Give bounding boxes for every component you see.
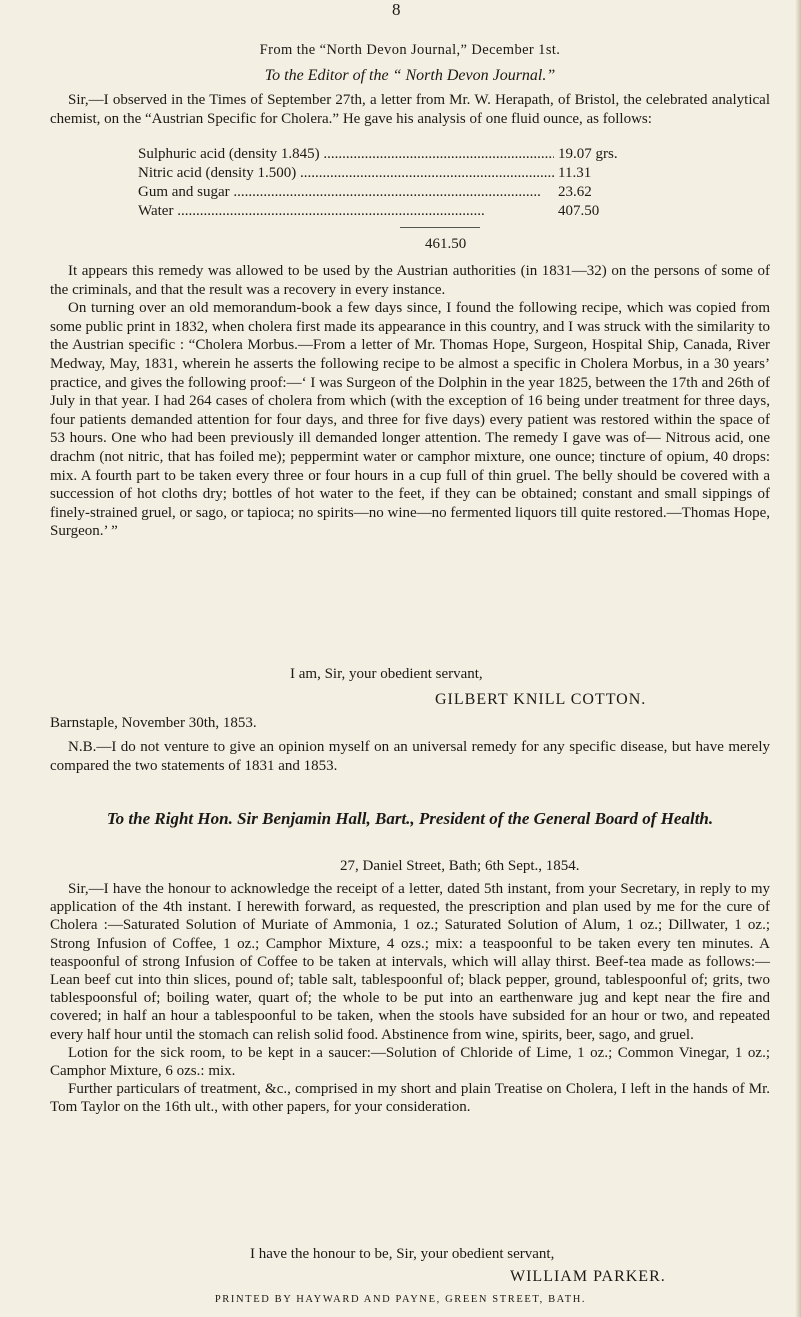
sum-rule [400,227,480,228]
letter2-para-prescription: Sir,—I have the honour to acknowledge the receipt of a letter, dated 5th instant, from your Secretary, in reply to my application of the 4th instant. I herewith forward, as requested, the prescription and plan used by me for the cure of Cholera :—Saturated Solution of Muriate of Ammonia, 1 oz.; Saturated Solution of Alum, 1 oz.; Dillwater, 1 oz.; Strong Infusion of Coffee, 1 oz.; Camphor Mixture, 4 ozs.; mix: a teaspoonful to be taken every ten minutes. A teaspoonful of strong Infusion of Coffee to be taken at intervals, which will allay thirst. Beef-tea made as follows:—Lean beef cut into thin slices, pound of; table salt, tablespoonful of; black pepper, ground, tablespoonful of; grits, two tablespoonsful of; boiling water, quart of; the whole to be put into an earthenware jug and kept near the fire and covered; in half an hour a tablespoonful to be taken, when the stools have subsided for an hour or two, and repeated every half hour until the stomach can relish solid food. Abstinence from wine, spirits, beer, sago, and gruel. [50,881,770,1043]
analysis-label: Gum and sugar ..... [138,183,541,202]
letter1-intro [50,91,770,128]
letter2-para-lotion: Lotion for the sick room, to be kept in a saucer:—Solution of Chloride of Lime, 1 oz.; Common Vinegar, 1 oz.; Camphor Mixture, 6 ozs.: mix. [50,1044,770,1080]
letter2-addressee: To the Right Hon. Sir Benjamin Hall, Bart., President of the General Board of Health. [106,809,714,828]
letter2-body [50,880,770,1117]
analysis-row [138,164,638,183]
letter1-nb-text: N.B.—I do not venture to give an opinion myself on an universal remedy for any specific disease, but have merely compared the two statements of 1831 and 1853. [50,739,770,774]
page-edge-shadow [795,0,801,1317]
printer-imprint: PRINTED BY HAYWARD AND PAYNE, GREEN STREET, BATH. [214,1294,587,1305]
letter2-signature: WILLIAM PARKER. [510,1268,666,1285]
analysis-label: Water ..... [138,202,485,221]
analysis-row [138,145,638,164]
analysis-value: 19.07 grs. [554,145,638,164]
analysis-row [138,202,638,221]
page-number: 8 [392,0,401,19]
letter1-closing: I am, Sir, your obedient servant, [290,666,483,682]
letter2-address: 27, Daniel Street, Bath; 6th Sept., 1854. [340,858,580,874]
newspaper-dateline: From the “North Devon Journal,” December 1st. [259,42,561,58]
analysis-value: 23.62 [554,183,638,202]
letter2-para-further: Further particulars of treatment, &c., comprised in my short and plain Treatise on Cholera, I left in the hands of Mr. Tom Taylor on the 16th ult., with other papers, for your consideration. [50,1081,770,1116]
analysis-table [138,145,638,221]
letter1-signature: GILBERT KNILL COTTON. [435,691,647,708]
analysis-total: 461.50 [425,236,467,252]
letter2-closing: I have the honour to be, Sir, your obedient servant, [250,1246,555,1262]
analysis-label: Sulphuric acid (density 1.845) ..... [138,145,554,164]
letter1-para-intro: Sir,—I observed in the Times of September 27th, a letter from Mr. W. Herapath, of Bristol, the celebrated analytical chemist, on the “Austrian Specific for Cholera.” He gave his analysis of one fluid ounce, as follows: [50,92,770,127]
letter1-para-authorities: It appears this remedy was allowed to be used by the Austrian authorities (in 1831—32) on the persons of some of the criminals, and that the result was a recovery in every instance. [50,263,770,298]
letter1-para-recipe: On turning over an old memorandum-book a few days since, I found the following recipe, which was copied from some public print in 1832, when cholera first made its appearance in this country, and I was struck with the similarity to the Austrian specific : “Cholera Morbus.—From a letter of Mr. Thomas Hope, Surgeon, Hospital Ship, Canada, River Medway, May, 1831, wherein he asserts the following recipe to be almost a specific in Cholera Morbus, in a 30 years’ practice, and gives the following proof:—‘ I was Surgeon of the Dolphin in the year 1825, between the 17th and 26th of July in that year. I had 264 cases of cholera from which (with the exception of 16 being under treatment for three days, four patients demanded attention for four days, and three for five days) every patient was restored within the space of 53 hours. One who had been previously ill demanded longer attention. The remedy I gave was of— Nitrous acid, one drachm (not nitric, that has foiled me); peppermint water or camphor mixture, one ounce; tincture of opium, 40 drops: mix. A fourth part to be taken every three or four hours in a cup full of thin gruel. The belly should be covered with a succession of hot cloths dry; bottles of hot water to the feet, if they can be obtained; constant and small sippings of finely-strained gruel, or sago, or tapioca; no spirits—no wine—no fermented liquors till quite restored.—Thomas Hope, Surgeon.’ ” [50,300,770,540]
letter1-body [50,262,770,541]
letter1-place-date: Barnstaple, November 30th, 1853. [50,715,257,731]
analysis-value: 11.31 [554,164,638,183]
analysis-label: Nitric acid (density 1.500) ..... [138,164,554,183]
letter1-addressee: To the Editor of the “ North Devon Journal.” [264,67,556,84]
analysis-row [138,183,638,202]
analysis-value: 407.50 [554,202,638,221]
letter1-nb [50,738,770,775]
